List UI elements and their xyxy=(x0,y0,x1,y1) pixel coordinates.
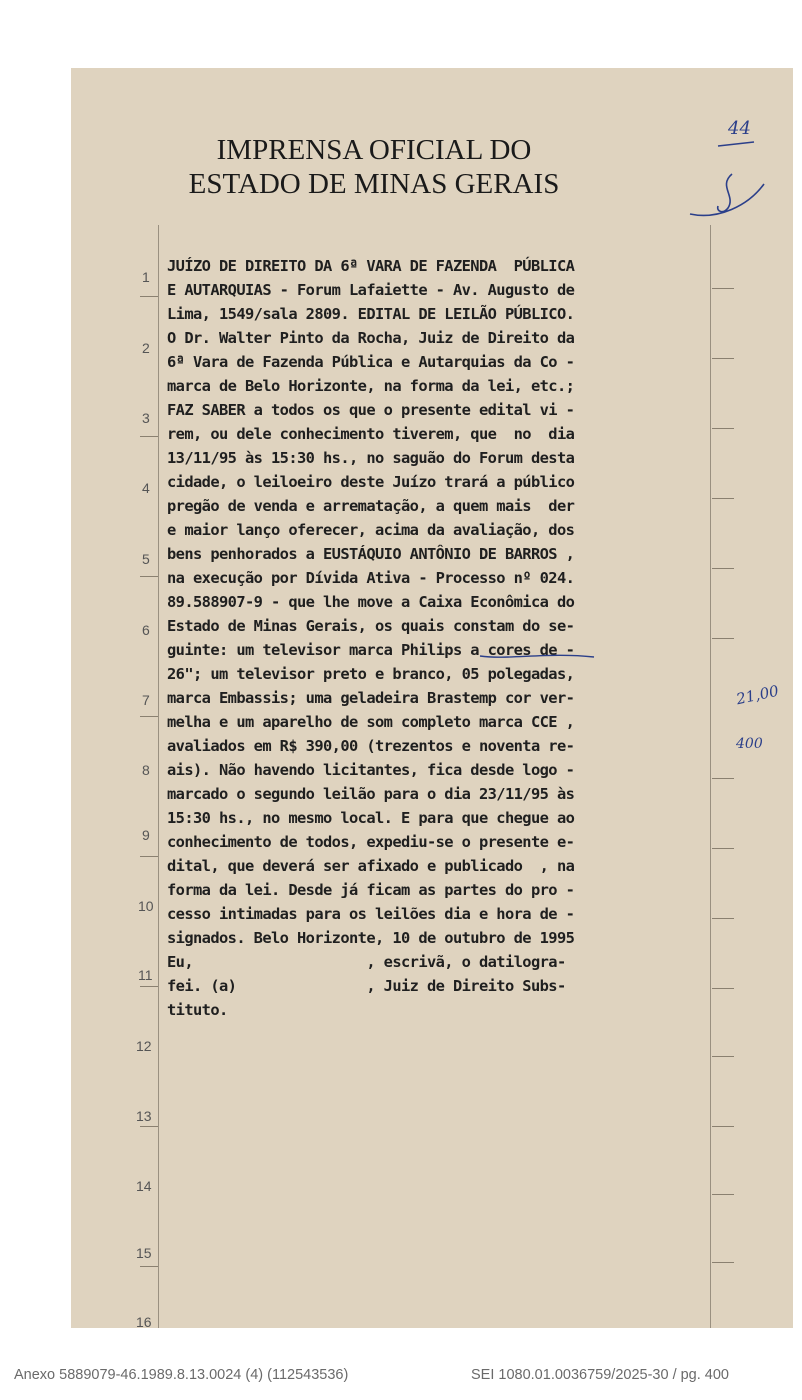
line-number: 14 xyxy=(136,1178,152,1194)
margin-tick xyxy=(140,576,158,577)
margin-tick xyxy=(140,436,158,437)
edital-line: E AUTARQUIAS - Forum Lafaiette - Av. Augusto de xyxy=(167,281,575,299)
edital-line: fei. (a) , Juiz de Direito Subs- xyxy=(167,977,566,995)
header-title-line-1: IMPRENSA OFICIAL DO xyxy=(216,134,532,166)
header-title-line-2: ESTADO DE MINAS GERAIS xyxy=(188,168,560,200)
line-number: 15 xyxy=(136,1245,152,1261)
handwritten-underline xyxy=(478,650,598,662)
margin-tick xyxy=(140,296,158,297)
line-number: 12 xyxy=(136,1038,152,1054)
right-margin-rule xyxy=(710,225,711,1328)
margin-tick xyxy=(140,1266,158,1267)
edital-line: JUÍZO DE DIREITO DA 6ª VARA DE FAZENDA PÚBLICA xyxy=(167,257,575,275)
margin-tick xyxy=(712,848,734,849)
line-number: 13 xyxy=(136,1108,152,1124)
margin-tick xyxy=(712,428,734,429)
edital-line: rem, ou dele conhecimento tiverem, que no dia xyxy=(167,425,575,443)
margin-tick xyxy=(140,716,158,717)
edital-line: na execução por Dívida Ativa - Processo nº 024. xyxy=(167,569,575,587)
line-number: 11 xyxy=(138,967,153,983)
line-number: 2 xyxy=(142,340,150,356)
margin-tick xyxy=(712,288,734,289)
footer-annex-reference: Anexo 5889079-46.1989.8.13.0024 (4) (112543536) xyxy=(14,1367,349,1383)
edital-line: marca Embassis; uma geladeira Brastemp cor ver- xyxy=(167,689,575,707)
line-number: 4 xyxy=(142,480,150,496)
line-number: 3 xyxy=(142,410,150,426)
margin-tick xyxy=(140,856,158,857)
edital-line: Estado de Minas Gerais, os quais constam do se- xyxy=(167,617,575,635)
line-number: 9 xyxy=(142,827,150,843)
edital-line: 6ª Vara de Fazenda Pública e Autarquias da Co - xyxy=(167,353,575,371)
margin-tick xyxy=(712,918,734,919)
edital-line: 13/11/95 às 15:30 hs., no saguão do Forum desta xyxy=(167,449,575,467)
line-number: 10 xyxy=(138,898,154,914)
edital-line: signados. Belo Horizonte, 10 de outubro de 1995 xyxy=(167,929,575,947)
margin-tick xyxy=(712,568,734,569)
edital-line: 26"; um televisor preto e branco, 05 polegadas, xyxy=(167,665,575,683)
margin-tick xyxy=(712,1056,734,1057)
line-number: 8 xyxy=(142,762,150,778)
margin-tick xyxy=(712,1262,734,1263)
edital-line: forma da lei. Desde já ficam as partes do pro - xyxy=(167,881,575,899)
margin-tick xyxy=(712,638,734,639)
edital-line: FAZ SABER a todos os que o presente edital vi - xyxy=(167,401,575,419)
edital-line: cesso intimadas para os leilões dia e hora de - xyxy=(167,905,575,923)
margin-tick xyxy=(712,358,734,359)
edital-line: conhecimento de todos, expediu-se o presente e- xyxy=(167,833,575,851)
edital-line: bens penhorados a EUSTÁQUIO ANTÔNIO DE BARROS , xyxy=(167,545,575,563)
edital-line: ais). Não havendo licitantes, fica desde logo - xyxy=(167,761,575,779)
handwritten-margin-note-2: 400 xyxy=(736,736,763,752)
margin-tick xyxy=(712,498,734,499)
handwritten-page-number: 44 xyxy=(728,118,751,139)
margin-tick xyxy=(712,1194,734,1195)
edital-line: e maior lanço oferecer, acima da avaliação, dos xyxy=(167,521,575,539)
margin-tick xyxy=(712,988,734,989)
edital-line: pregão de venda e arrematação, a quem mais der xyxy=(167,497,575,515)
margin-tick xyxy=(712,1126,734,1127)
margin-tick xyxy=(712,778,734,779)
line-number: 1 xyxy=(142,269,150,285)
edital-line: melha e um aparelho de som completo marca CCE , xyxy=(167,713,575,731)
handwritten-margin-note-1: 21,00 xyxy=(734,681,781,709)
edital-line: cidade, o leiloeiro deste Juízo trará a público xyxy=(167,473,575,491)
left-margin-rule xyxy=(158,225,159,1328)
edital-line: Eu, , escrivã, o datilogra- xyxy=(167,953,566,971)
edital-line: dital, que deverá ser afixado e publicado , na xyxy=(167,857,575,875)
margin-tick xyxy=(140,986,158,987)
edital-line: Lima, 1549/sala 2809. EDITAL DE LEILÃO PÚBLICO. xyxy=(167,305,575,323)
margin-tick xyxy=(140,1126,158,1127)
handwritten-flourish xyxy=(688,136,778,226)
line-number: 6 xyxy=(142,622,150,638)
line-number: 5 xyxy=(142,551,150,567)
edital-line: marca de Belo Horizonte, na forma da lei, etc.; xyxy=(167,377,575,395)
line-number: 7 xyxy=(142,692,150,708)
edital-line: O Dr. Walter Pinto da Rocha, Juiz de Direito da xyxy=(167,329,575,347)
edital-line: marcado o segundo leilão para o dia 23/11/95 às xyxy=(167,785,575,803)
edital-line: guinte: um televisor marca Philips a cores de - xyxy=(167,641,575,659)
line-number: 16 xyxy=(136,1314,152,1330)
edital-line: tituto. xyxy=(167,1001,228,1019)
edital-line: avaliados em R$ 390,00 (trezentos e noventa re- xyxy=(167,737,575,755)
edital-line: 89.588907-9 - que lhe move a Caixa Econômica do xyxy=(167,593,575,611)
footer-sei-reference: SEI 1080.01.0036759/2025-30 / pg. 400 xyxy=(471,1367,729,1383)
edital-line: 15:30 hs., no mesmo local. E para que chegue ao xyxy=(167,809,575,827)
